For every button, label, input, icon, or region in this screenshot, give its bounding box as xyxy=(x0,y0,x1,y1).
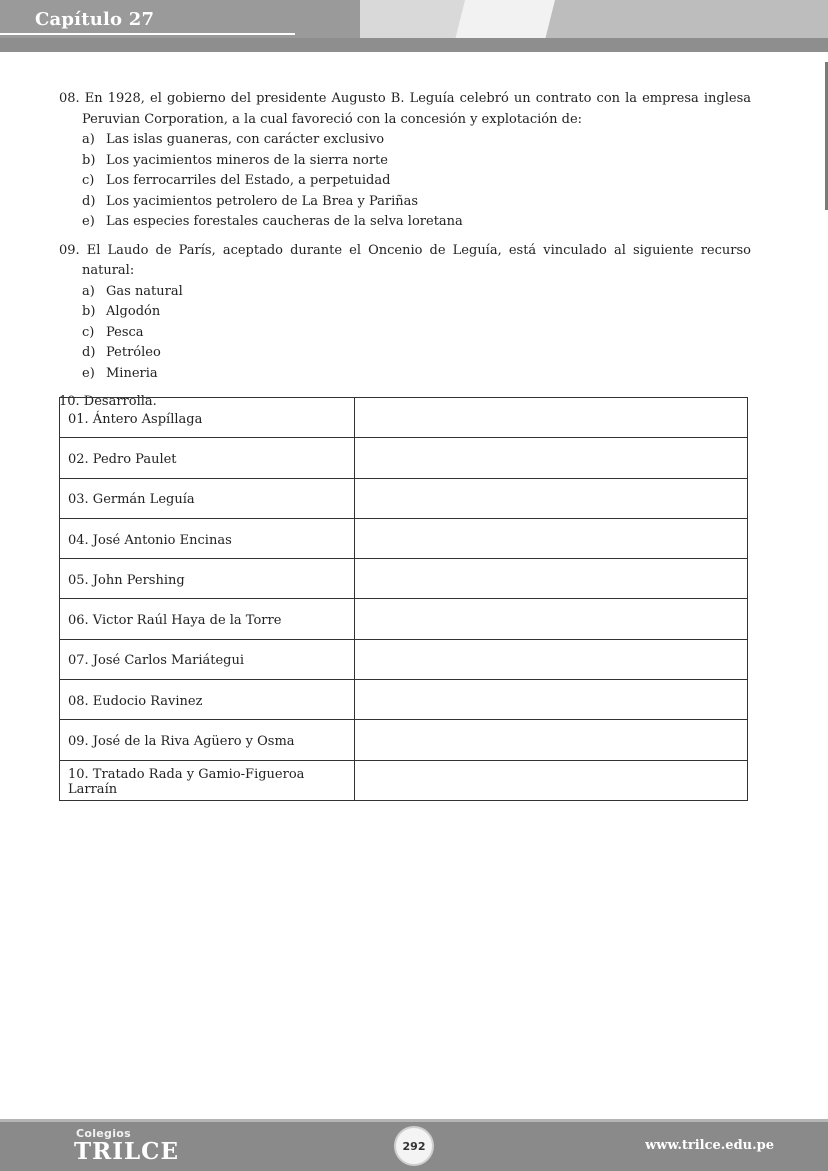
option-text: Los ferrocarriles del Estado, a perpetuidad xyxy=(106,173,391,188)
chapter-title: Capítulo 27 xyxy=(35,9,155,30)
row-label-cell: 06. Victor Raúl Haya de la Torre xyxy=(60,599,355,639)
row-label-cell: 05. John Pershing xyxy=(60,559,355,599)
option-letter: d) xyxy=(82,345,96,360)
table-row xyxy=(60,720,748,760)
logo-colegios-text: Colegios xyxy=(76,1127,132,1140)
option-item xyxy=(82,130,751,151)
answer-cell[interactable] xyxy=(355,599,748,639)
table-row xyxy=(60,639,748,679)
answer-cell[interactable] xyxy=(355,639,748,679)
table-row xyxy=(60,478,748,518)
row-label-cell: 09. José de la Riva Agüero y Osma xyxy=(60,720,355,760)
logo-trilce-text: TRILCE xyxy=(74,1138,179,1165)
answer-cell[interactable] xyxy=(355,680,748,720)
option-item xyxy=(82,302,751,323)
option-item xyxy=(82,212,751,233)
answer-cell[interactable] xyxy=(355,760,748,800)
question-09 xyxy=(59,241,751,385)
question-text: 10. Desarrolla. xyxy=(59,394,157,409)
option-item xyxy=(82,282,751,303)
table-row xyxy=(60,599,748,639)
header-band-right xyxy=(540,0,828,40)
table-row xyxy=(60,518,748,558)
question-text: 08. En 1928, el gobierno del presidente Augusto B. Leguía celebró un contrato con la empresa inglesa Peruvian Corporation, a la cual favoreció con la concesión y explotación de: xyxy=(59,91,751,127)
footer-top-edge xyxy=(0,1119,828,1122)
row-label-cell: 08. Eudocio Ravinez xyxy=(60,680,355,720)
page-header xyxy=(0,0,828,52)
option-text: Los yacimientos petrolero de La Brea y Pariñas xyxy=(106,193,419,209)
page-number: 292 xyxy=(402,1139,426,1153)
development-table xyxy=(59,397,748,801)
option-text: Mineria xyxy=(106,365,158,381)
row-label-cell: 07. José Carlos Mariátegui xyxy=(60,639,355,679)
option-item xyxy=(82,364,751,385)
option-item xyxy=(82,323,751,344)
header-underline xyxy=(0,33,295,35)
table-row xyxy=(60,760,748,800)
table-row xyxy=(60,398,748,438)
option-text: Petróleo xyxy=(106,345,161,360)
option-letter: a) xyxy=(82,132,95,147)
option-text: Las especies forestales caucheras de la selva loretana xyxy=(106,214,463,229)
answer-cell[interactable] xyxy=(355,518,748,558)
options-list xyxy=(82,282,751,385)
option-letter: e) xyxy=(82,365,95,381)
option-text: Los yacimientos mineros de la sierra norte xyxy=(106,152,388,168)
row-label-cell: 03. Germán Leguía xyxy=(60,478,355,518)
option-item xyxy=(82,192,751,213)
header-bottom-bar xyxy=(0,38,828,52)
answer-cell[interactable] xyxy=(355,720,748,760)
option-text: Pesca xyxy=(106,324,144,340)
option-text: Gas natural xyxy=(106,283,183,299)
row-label-cell: 04. José Antonio Encinas xyxy=(60,518,355,558)
answer-cell[interactable] xyxy=(355,398,748,438)
option-letter: e) xyxy=(82,214,95,229)
options-list xyxy=(82,130,751,233)
page-content xyxy=(59,89,751,421)
option-letter: c) xyxy=(82,324,95,340)
question-text: 09. El Laudo de París, aceptado durante el Oncenio de Leguía, está vinculado al siguiente recurso natural: xyxy=(59,242,751,278)
option-item xyxy=(82,171,751,192)
page-number-badge xyxy=(394,1126,434,1166)
table-row xyxy=(60,559,748,599)
option-letter: d) xyxy=(82,193,96,209)
answer-cell[interactable] xyxy=(355,438,748,478)
option-text: Algodón xyxy=(106,304,161,319)
option-letter: c) xyxy=(82,173,95,188)
option-letter: a) xyxy=(82,283,95,299)
question-08 xyxy=(59,89,751,233)
table-row xyxy=(60,438,748,478)
table-row xyxy=(60,680,748,720)
row-label-cell: 01. Ántero Aspíllaga xyxy=(60,398,355,438)
option-letter: b) xyxy=(82,304,96,319)
row-label-cell: 10. Tratado Rada y Gamio-Figueroa Larraín xyxy=(60,760,355,800)
row-label-cell: 02. Pedro Paulet xyxy=(60,438,355,478)
option-item xyxy=(82,343,751,364)
option-item xyxy=(82,151,751,172)
answer-cell[interactable] xyxy=(355,559,748,599)
answer-cell[interactable] xyxy=(355,478,748,518)
header-slant-white xyxy=(455,0,555,40)
website-url[interactable]: www.trilce.edu.pe xyxy=(645,1138,774,1153)
option-letter: b) xyxy=(82,152,96,168)
option-text: Las islas guaneras, con carácter exclusivo xyxy=(106,132,385,147)
